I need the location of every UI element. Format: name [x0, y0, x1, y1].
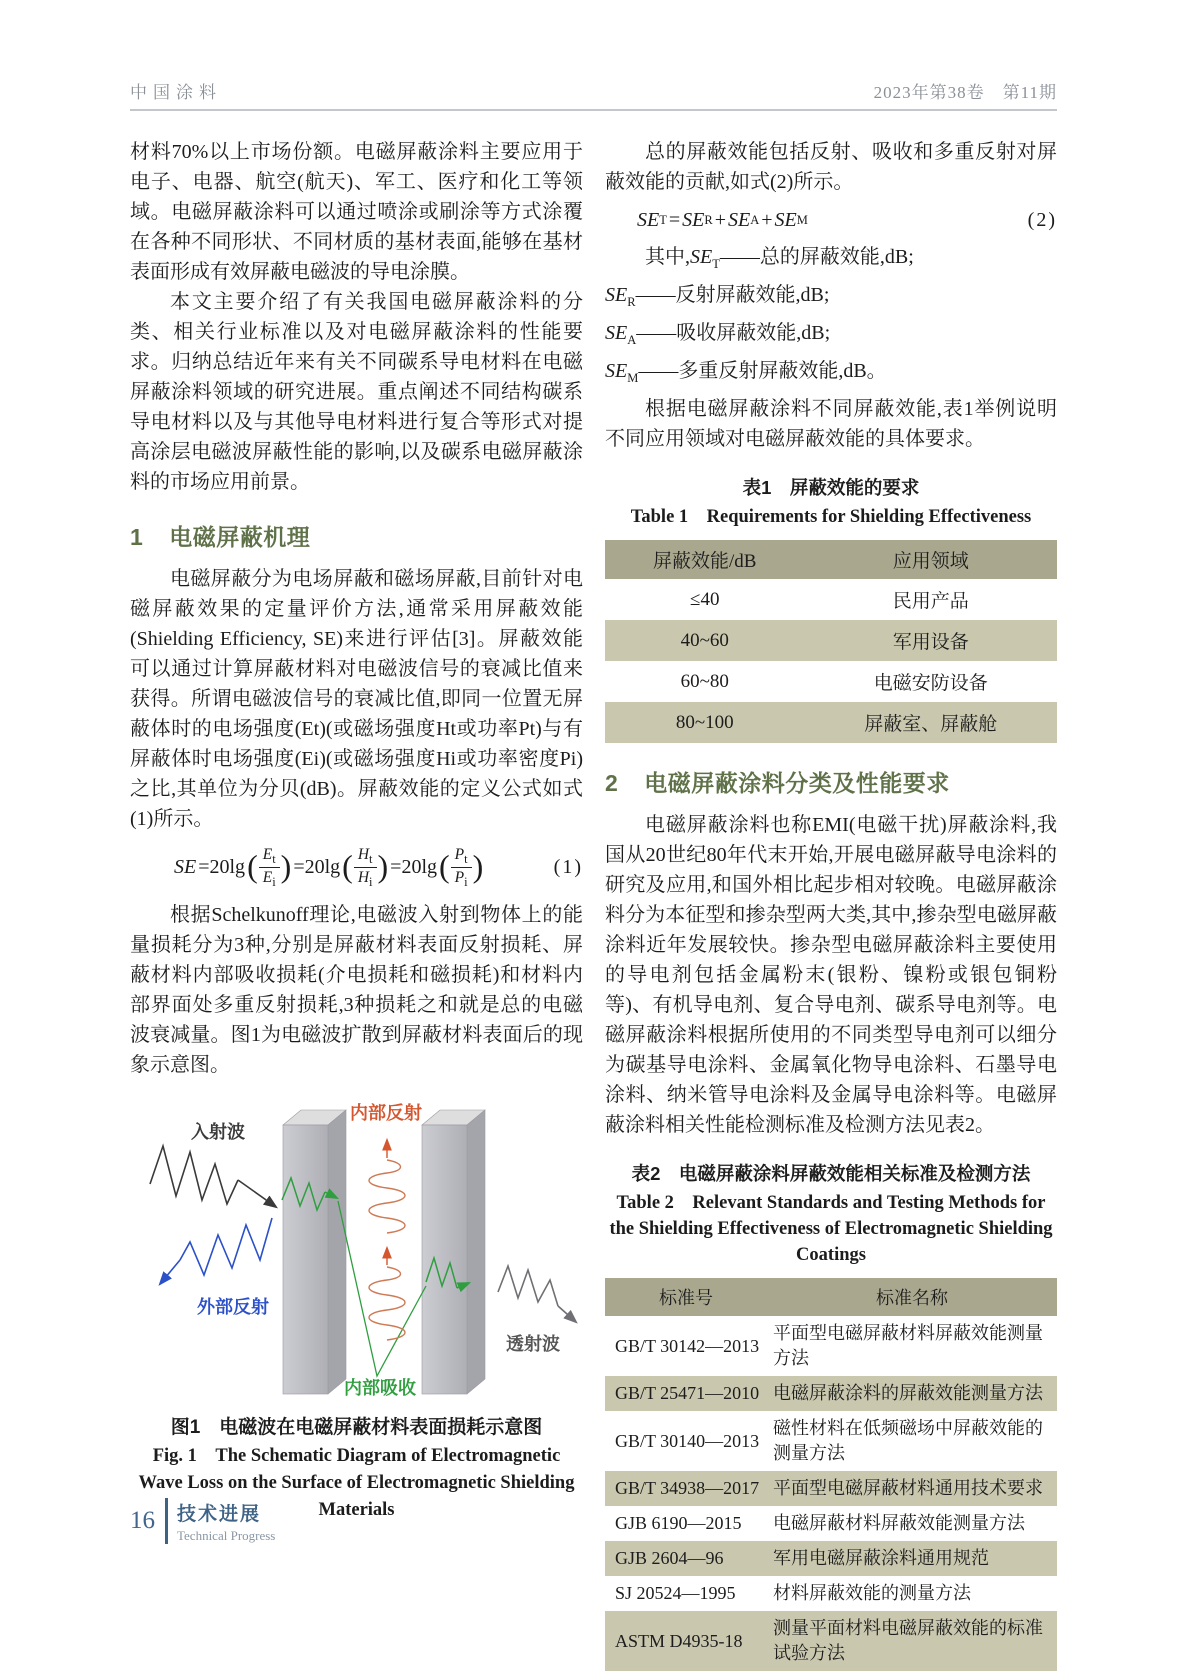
table-row: GB/T 30142—2013 平面型电磁屏蔽材料屏蔽效能测量方法: [615, 1323, 1043, 1368]
paragraph-schelkunoff: 根据Schelkunoff理论,电磁波入射到物体上的能量损耗分为3种,分别是屏蔽材料表面反射损耗、屏蔽材料内部吸收损耗(介电损耗和磁损耗)和材料内部界面处多重反射损耗,3种损耗之和就是总的电磁波衰减量。图1为电磁波扩散到屏蔽材料表面后的现象示意图。: [130, 903, 583, 1076]
definition-se-m: $SE_M——$多重反射屏蔽效能,dB。: [605, 360, 887, 385]
table-1: [605, 540, 1057, 743]
footer-divider: [165, 1498, 168, 1544]
table-row: GB/T 30140—2013 磁性材料在低频磁场中屏蔽效能的测量方法: [615, 1418, 1043, 1463]
table-2-header-number: 标准号: [605, 1278, 767, 1316]
fraction-H: $\frac{H_t}{H_i}$: [354, 846, 377, 890]
paragraph-overview: 本文主要介绍了有关我国电磁屏蔽涂料的分类、相关行业标准以及对电磁屏蔽涂料的性能要求。归纳总结近年来有关不同碳系导电材料在电磁屏蔽涂料领域的研究进展。重点阐述不同结构碳系导电材料以及与其他导电材料进行复合等形式对提高涂层电磁波屏蔽性能的影响,以及碳系电磁屏蔽涂料的市场应用前景。: [130, 291, 583, 493]
table-row: GJB 6190—2015 电磁屏蔽材料屏蔽效能测量方法: [615, 1513, 1025, 1533]
footer-section-en: Technical Progress: [177, 1527, 276, 1543]
right-column: [605, 137, 1057, 1671]
figure-1-caption-en: Fig. 1 The Schematic Diagram of Electromagnetic Wave Loss on the Surface of Electromagnetic Shielding Materials: [138, 1445, 575, 1520]
shield-wall-right: [422, 1110, 485, 1394]
equation-1: SE =20lg ( $\frac{E_t}{E_i}$ ) =20lg ( $\frac{H_t}{H_i}$ ) =20lg ( $\frac{P_t}{P_i}$ ) (1): [174, 846, 583, 890]
transmitted-wave-label: 透射波: [506, 1333, 560, 1354]
footer-section-cn: 技术进展: [177, 1503, 262, 1525]
absorption-pointer-lines: [338, 1201, 426, 1376]
table-row: ASTM D4935-18 测量平面材料电磁屏蔽效能的标准试验方法: [605, 1611, 1057, 1671]
incident-wave-label: 入射波: [191, 1121, 245, 1142]
table-row: GJB 2604—96 军用电磁屏蔽涂料通用规范: [605, 1541, 1057, 1576]
figure-1: [130, 1088, 583, 1524]
section-1-title: 电磁屏蔽机理: [169, 524, 311, 550]
equation-1-number: (1): [553, 856, 583, 879]
left-column: [130, 137, 583, 1671]
definition-se-t: 其中$,SE_T——$总的屏蔽效能,dB;: [645, 246, 914, 271]
paragraph-table1-intro: 根据电磁屏蔽涂料不同屏蔽效能,表1举例说明不同应用领域对电磁屏蔽效能的具体要求。: [605, 398, 1057, 450]
equation-2-number: (2): [1027, 209, 1057, 231]
section-2-number: 2: [605, 770, 619, 796]
paragraph-shielding-mechanism: 电磁屏蔽分为电场屏蔽和磁场屏蔽,目前针对电磁屏蔽效果的定量评价方法,通常采用屏蔽效能(Shielding Efficiency, SE)来进行评估[3]。屏蔽效能可以通过计算屏蔽材料对电磁波信号的衰减比值来获得。所谓电磁波信号的衰减比值,即同一位置无屏蔽体时的电场强度(Et)(或磁场强度Ht或功率Pt)与有屏蔽体时电场强度(Ei)(或磁场强度Hi或功率密度Pi)之比,其单位为分贝(dB)。屏蔽效能的定义公式如式(1)所示。: [130, 568, 583, 830]
table-1-title-cn: 表1 屏蔽效能的要求: [742, 477, 920, 498]
fraction-P: $\frac{P_t}{P_i}$: [451, 846, 472, 890]
external-reflection-label: 外部反射: [197, 1296, 269, 1317]
internal-reflection-coils: [369, 1140, 405, 1340]
table-1-header-row: [605, 540, 1057, 579]
table-row: GB/T 25471—2010 电磁屏蔽涂料的屏蔽效能测量方法: [605, 1376, 1057, 1411]
table-1-header-se: 屏蔽效能/dB: [605, 540, 805, 579]
definition-se-a: $SE_A——$吸收屏蔽效能,dB;: [605, 322, 831, 347]
internal-reflection-label: 内部反射: [350, 1102, 422, 1123]
table-2-title-en: Table 2 Relevant Standards and Testing Methods for the Shielding Effectiveness of Electromagnetic Shielding Coatings: [609, 1193, 1053, 1265]
page-header: [130, 0, 1057, 103]
page-number: 16: [130, 1507, 155, 1534]
table-row: 40~60 军用设备: [605, 620, 1057, 661]
equation-2: SE T = SE R + SE A + SE M (2): [637, 209, 1057, 231]
table-2-header-row: [605, 1278, 1057, 1316]
two-column-body: [130, 137, 1057, 1671]
table-row: SJ 20524—1995 材料屏蔽效能的测量方法: [615, 1583, 971, 1603]
equation-1-lhs: SE: [174, 856, 197, 879]
table-row: GB/T 34938—2017 平面型电磁屏蔽材料通用技术要求: [605, 1471, 1057, 1506]
table-1-title-en: Table 1 Requirements for Shielding Effectiveness: [630, 507, 1032, 527]
paragraph-total-se: 总的屏蔽效能包括反射、吸收和多重反射对屏蔽效能的贡献,如式(2)所示。: [605, 141, 1057, 193]
incident-wave: [150, 1146, 276, 1207]
definition-se-r: $SE_R——$反射屏蔽效能,dB;: [605, 284, 830, 309]
table-1-header-field: 应用领域: [805, 540, 1057, 579]
shield-wall-left: [283, 1110, 346, 1394]
section-2-title: 电磁屏蔽涂料分类及性能要求: [644, 770, 950, 796]
section-1-heading: [130, 519, 583, 552]
header-rule: [130, 109, 1057, 111]
paragraph-continuation: 材料70%以上市场份额。电磁屏蔽涂料主要应用于电子、电器、航空(航天)、军工、医疗和化工等领域。电磁屏蔽涂料可以通过喷涂或刷涂等方式涂覆在各种不同形状、不同材质的基材表面,能够在基材表面形成有效屏蔽电磁波的导电涂膜。: [130, 141, 583, 283]
table-2: [605, 1278, 1057, 1671]
figure-1-caption-cn: 图1 电磁波在电磁屏蔽材料表面损耗示意图: [170, 1416, 543, 1438]
table-2-header-name: 标准名称: [767, 1278, 1057, 1316]
internal-absorption-label: 内部吸收: [344, 1377, 416, 1398]
figure-1-diagram: [130, 1088, 583, 1400]
table-2-title-cn: 表2 电磁屏蔽涂料屏蔽效能相关标准及检测方法: [631, 1163, 1031, 1184]
journal-name: 中国涂料: [130, 83, 222, 102]
issue-info: 2023年第38卷 第11期: [873, 83, 1057, 102]
fraction-E: $\frac{E_t}{E_i}$: [259, 846, 280, 890]
section-2-heading: [605, 765, 1057, 798]
table-row: 80~100 屏蔽室、屏蔽舱: [605, 702, 1057, 743]
transmitted-wave: [498, 1266, 576, 1322]
table-row: ≤40 民用产品: [690, 588, 969, 612]
section-1-number: 1: [130, 524, 144, 550]
paragraph-classification: 电磁屏蔽涂料也称EMI(电磁干扰)屏蔽涂料,我国从20世纪80年代末开始,开展电磁屏蔽导电涂料的研究及应用,和国外相比起步相对较晚。电磁屏蔽涂料分为本征型和掺杂型两大类,其中,掺杂型电磁屏蔽涂料近年发展较快。掺杂型电磁屏蔽涂料主要使用的导电剂包括金属粉末(银粉、镍粉或银包铜粉等)、有机导电剂、复合导电剂、碳系导电剂等。电磁屏蔽涂料根据所使用的不同类型导电剂可以细分为碳基导电涂料、金属氧化物导电涂料、石墨导电涂料、纳米管导电涂料及金属导电涂料等。电磁屏蔽涂料相关性能检测标准及检测方法见表2。: [605, 814, 1057, 1136]
external-reflection-wave: [160, 1218, 272, 1284]
page-footer: [130, 1498, 275, 1544]
table-row: 60~80 电磁安防设备: [680, 670, 988, 694]
